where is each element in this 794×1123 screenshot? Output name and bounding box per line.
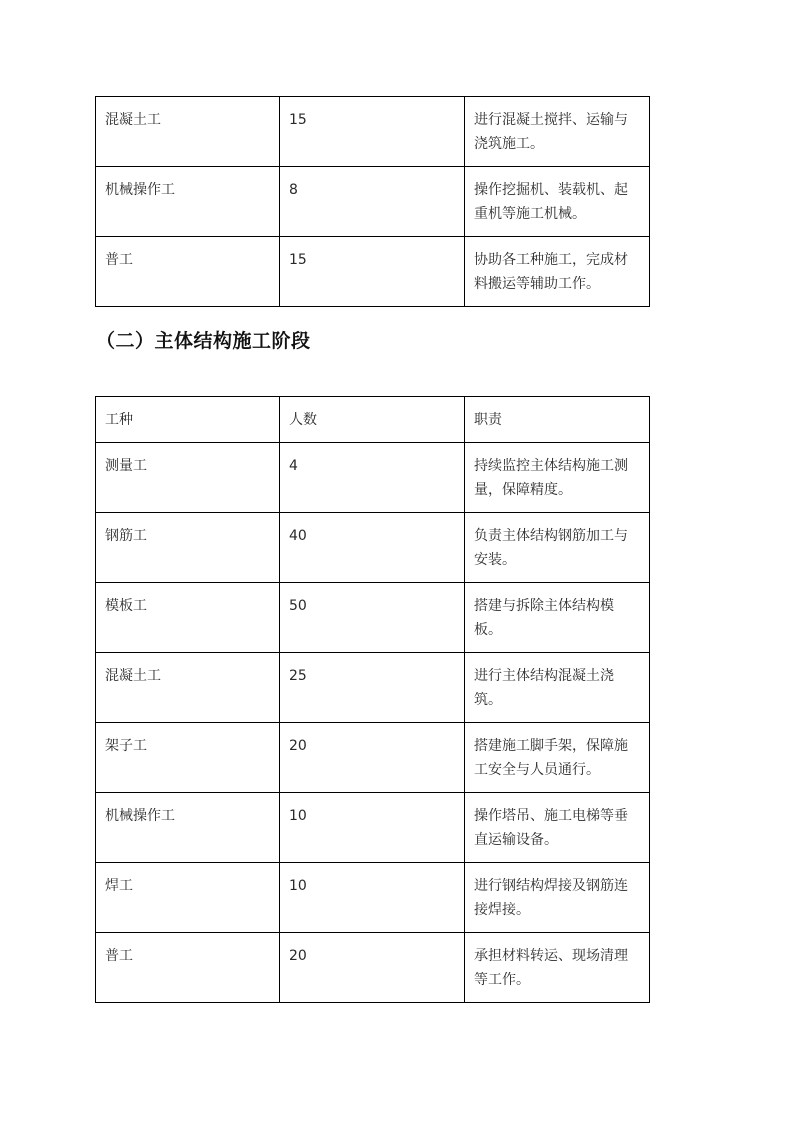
count-cell: 50 <box>280 583 465 653</box>
duty-cell: 操作塔吊、施工电梯等垂直运输设备。 <box>465 793 650 863</box>
count-cell: 10 <box>280 793 465 863</box>
table-row <box>96 237 650 307</box>
duty-cell: 搭建施工脚手架，保障施工安全与人员通行。 <box>465 723 650 793</box>
trade-cell: 焊工 <box>96 863 280 933</box>
duty-cell: 操作挖掘机、装载机、起重机等施工机械。 <box>465 167 650 237</box>
trade-cell: 测量工 <box>96 443 280 513</box>
header-count: 人数 <box>280 397 465 443</box>
staffing-table-continued <box>95 96 650 307</box>
table-row <box>96 793 650 863</box>
trade-cell: 机械操作工 <box>96 793 280 863</box>
duty-cell: 持续监控主体结构施工测量，保障精度。 <box>465 443 650 513</box>
count-cell: 20 <box>280 933 465 1003</box>
trade-cell: 混凝土工 <box>96 653 280 723</box>
table-row <box>96 583 650 653</box>
trade-cell: 普工 <box>96 933 280 1003</box>
header-duty: 职责 <box>465 397 650 443</box>
count-cell: 15 <box>280 97 465 167</box>
count-cell: 4 <box>280 443 465 513</box>
main-structure-staffing-table <box>95 396 650 1003</box>
table-row <box>96 863 650 933</box>
count-cell: 40 <box>280 513 465 583</box>
table-row <box>96 653 650 723</box>
trade-cell: 钢筋工 <box>96 513 280 583</box>
count-cell: 20 <box>280 723 465 793</box>
table-row <box>96 443 650 513</box>
section-heading: （二）主体结构施工阶段 <box>96 330 311 352</box>
count-cell: 8 <box>280 167 465 237</box>
trade-cell: 混凝土工 <box>96 97 280 167</box>
header-trade: 工种 <box>96 397 280 443</box>
duty-cell: 协助各工种施工，完成材料搬运等辅助工作。 <box>465 237 650 307</box>
count-cell: 15 <box>280 237 465 307</box>
table-row <box>96 167 650 237</box>
table-row <box>96 97 650 167</box>
trade-cell: 普工 <box>96 237 280 307</box>
table-row <box>96 933 650 1003</box>
table-row <box>96 513 650 583</box>
duty-cell: 承担材料转运、现场清理等工作。 <box>465 933 650 1003</box>
count-cell: 25 <box>280 653 465 723</box>
duty-cell: 进行钢结构焊接及钢筋连接焊接。 <box>465 863 650 933</box>
count-cell: 10 <box>280 863 465 933</box>
duty-cell: 负责主体结构钢筋加工与安装。 <box>465 513 650 583</box>
table-header-row <box>96 397 650 443</box>
trade-cell: 机械操作工 <box>96 167 280 237</box>
trade-cell: 模板工 <box>96 583 280 653</box>
trade-cell: 架子工 <box>96 723 280 793</box>
duty-cell: 进行主体结构混凝土浇筑。 <box>465 653 650 723</box>
duty-cell: 进行混凝土搅拌、运输与浇筑施工。 <box>465 97 650 167</box>
duty-cell: 搭建与拆除主体结构模板。 <box>465 583 650 653</box>
table-row <box>96 723 650 793</box>
